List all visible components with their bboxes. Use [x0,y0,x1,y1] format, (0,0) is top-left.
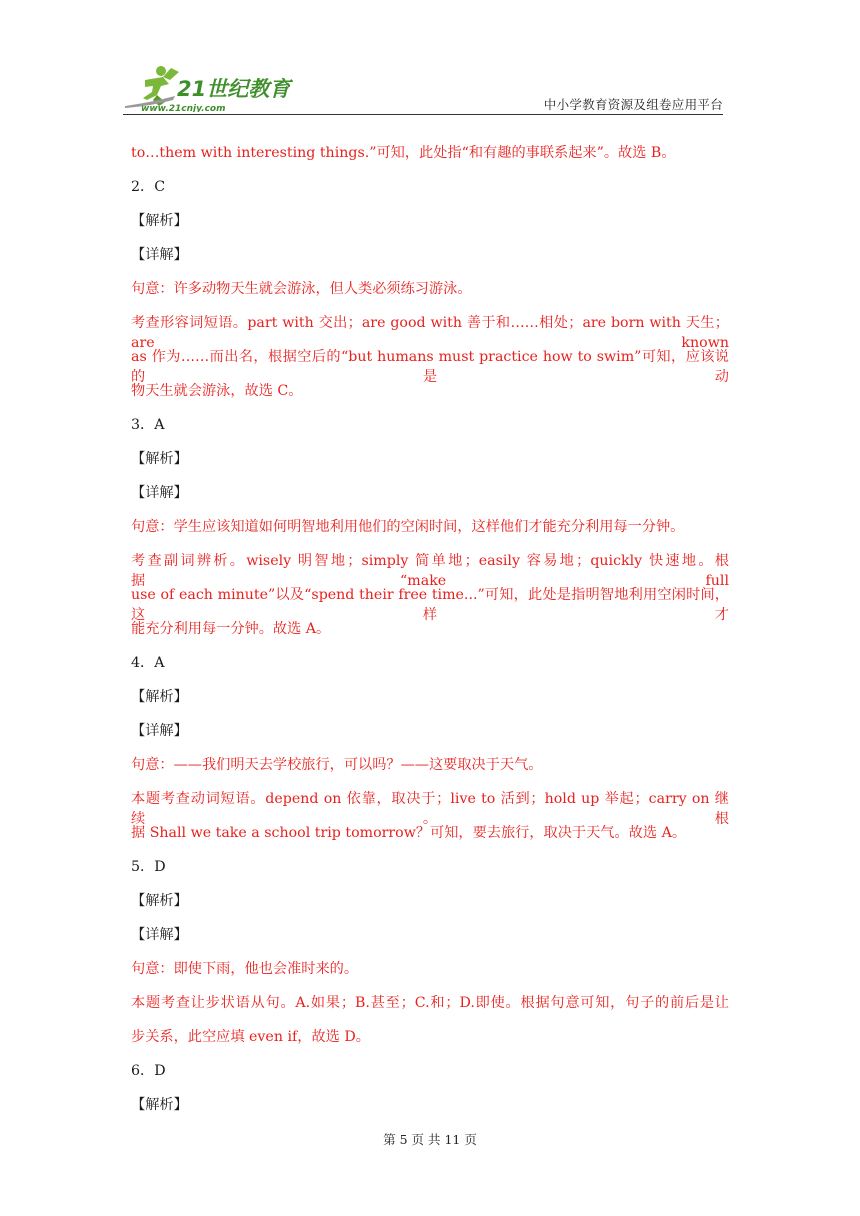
page-header [123,62,723,114]
text-line: 6．D [131,1063,166,1079]
text-line: 步关系，此空应填 even if，故选 D。 [131,1029,370,1045]
text-line: 3．A [131,417,165,433]
header-divider [123,114,723,115]
text-line: 句意：许多动物天生就会游泳，但人类必须练习游泳。 [131,281,472,297]
platform-name: 中小学教育资源及组卷应用平台 [543,97,723,112]
text-line: 【解析】 [131,689,188,705]
text-line: 据 Shall we take a school trip tomorrow？可知，要去旅行，取决于天气。故选 A。 [131,825,687,841]
text-line: 句意：——我们明天去学校旅行，可以吗？——这要取决于天气。 [131,757,543,773]
logo-text: 21世纪教育 [177,77,291,101]
text-line: 【解析】 [131,213,188,229]
text-line: as 作为……而出名，根据空后的“but humans must practice how to swim”可知，应该说的是动 [131,349,729,385]
text-line: 【详解】 [131,927,188,943]
text-line: 本题考查动词短语。depend on 依靠，取决于；live to 活到；hold up 举起；carry on 继续。根 [131,791,729,827]
text-line: 2．C [131,179,166,195]
text-line: to…them with interesting things.”可知，此处指“和有趣的事联系起来”。故选 B。 [131,145,676,161]
text-line: 句意：学生应该知道如何明智地利用他们的空闲时间，这样他们才能充分利用每一分钟。 [131,519,685,535]
text-line: 考查副词辨析。wisely 明智地；simply 简单地；easily 容易地；quickly 快速地。根据“make full [131,553,729,589]
text-line: 本题考查让步状语从句。A.如果；B.甚至；C.和；D.即使。根据句意可知，句子的前后是让 [131,995,729,1011]
text-line: 能充分利用每一分钟。故选 A。 [131,621,331,637]
runner-icon [125,66,179,108]
text-line: use of each minute”以及“spend their free time...”可知，此处是指明智地利用空闲时间，这样才 [131,587,729,623]
page-footer: 第 5 页 共 11 页 [383,1132,477,1147]
text-line: 【详解】 [131,247,188,263]
text-line: 【解析】 [131,893,188,909]
text-line: 句意：即使下雨，他也会准时来的。 [131,961,359,977]
text-line: 考查形容词短语。part with 交出；are good with 善于和……相处；are born with 天生；are known [131,315,729,351]
text-line: 物天生就会游泳，故选 C。 [131,383,303,399]
text-line: 5．D [131,859,166,875]
text-line: 【解析】 [131,1097,188,1113]
text-line: 【详解】 [131,723,188,739]
21cnjy-logo [123,62,293,112]
text-line: 【详解】 [131,485,188,501]
logo-url: www.21cnjy.com [141,104,226,112]
text-line: 4．A [131,655,165,671]
text-line: 【解析】 [131,451,188,467]
